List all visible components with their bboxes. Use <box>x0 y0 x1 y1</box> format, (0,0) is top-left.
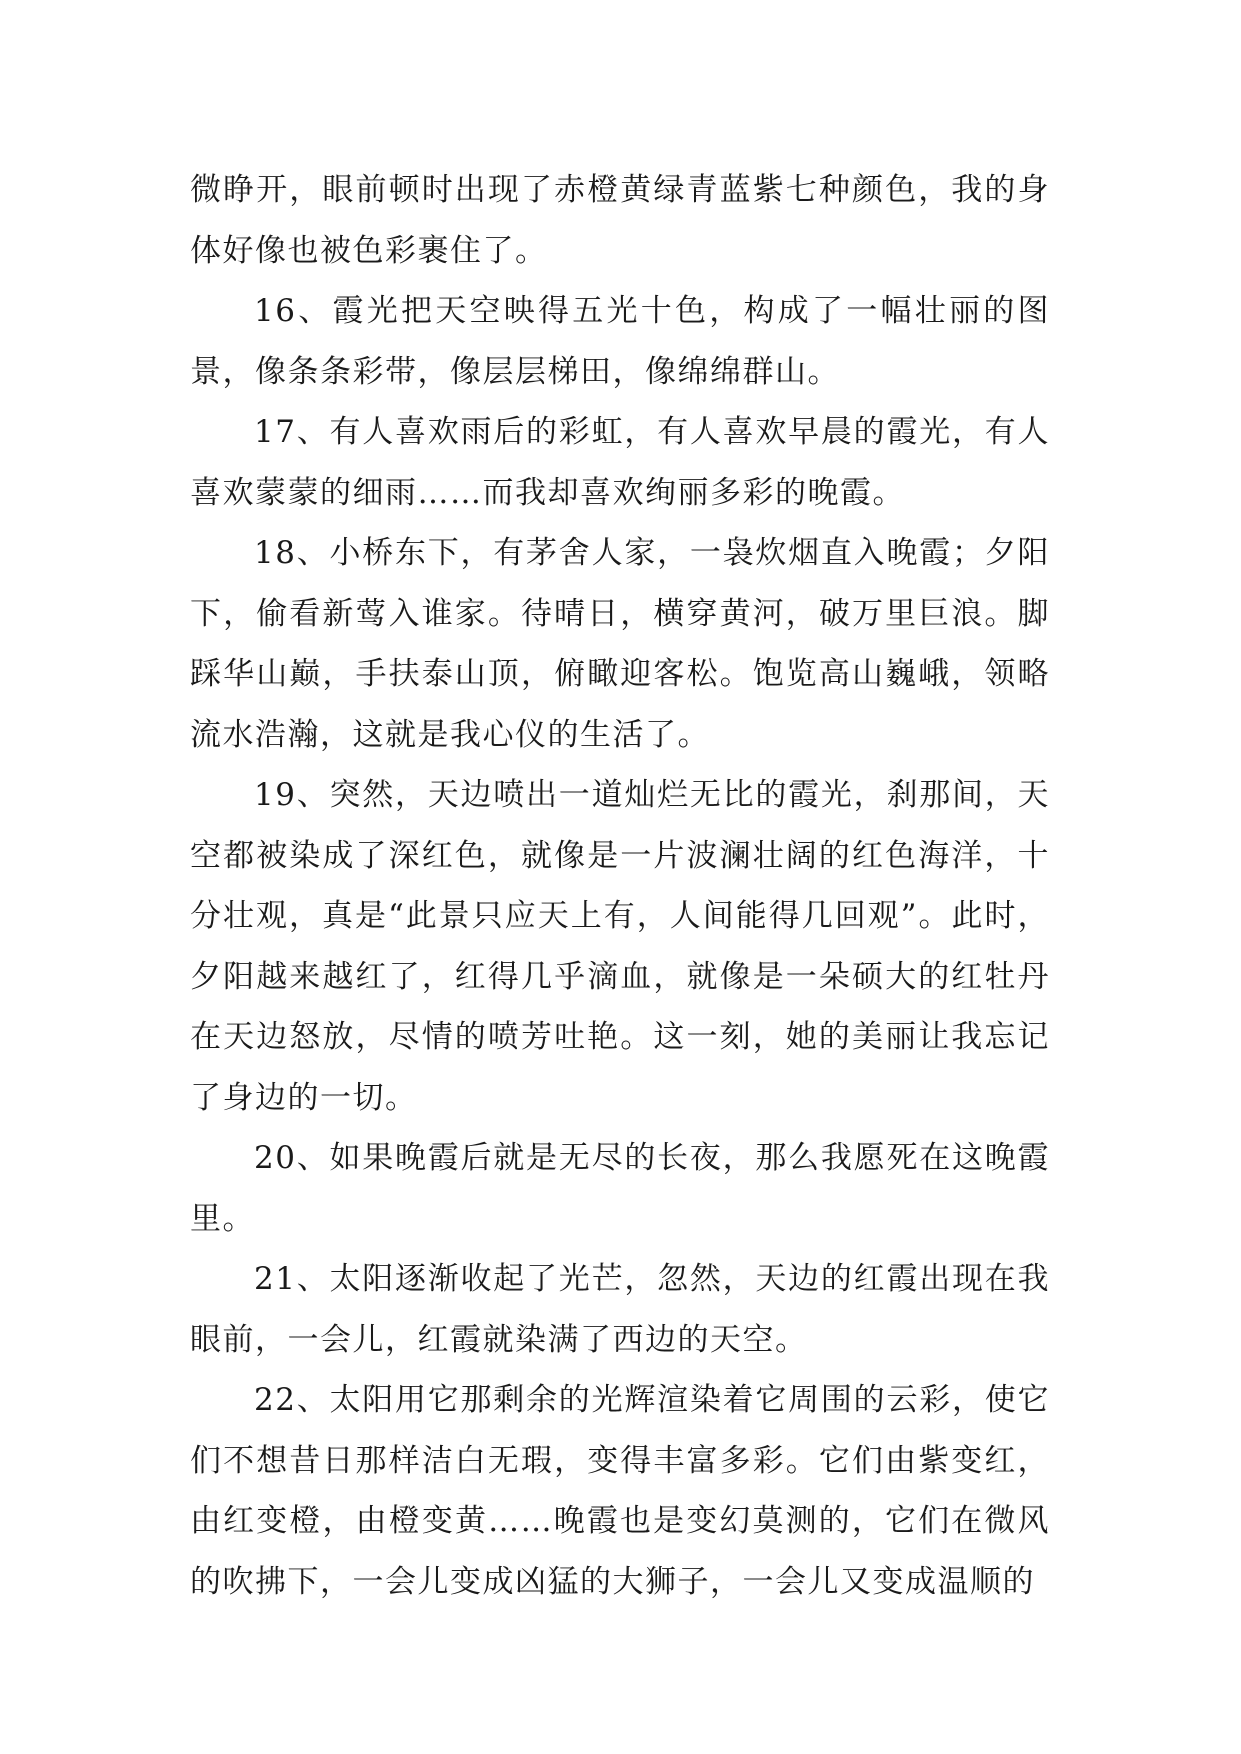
paragraph-16: 16、霞光把天空映得五光十色，构成了一幅壮丽的图景，像条条彩带，像层层梯田，像绵绵群山。 <box>190 293 1050 390</box>
document-body <box>190 160 1050 1612</box>
paragraph-continuation: 微睁开，眼前顿时出现了赤橙黄绿青蓝紫七种颜色，我的身体好像也被色彩裹住了。 <box>190 172 1050 269</box>
paragraph-20: 20、如果晚霞后就是无尽的长夜，那么我愿死在这晚霞里。 <box>190 1140 1050 1237</box>
paragraph-21: 21、太阳逐渐收起了光芒，忽然，天边的红霞出现在我眼前，一会儿，红霞就染满了西边的天空。 <box>190 1261 1050 1358</box>
paragraph-22: 22、太阳用它那剩余的光辉渲染着它周围的云彩，使它们不想昔日那样洁白无瑕，变得丰富多彩。它们由紫变红，由红变橙，由橙变黄……晚霞也是变幻莫测的，它们在微风的吹拂下，一会儿变成凶猛的大狮子，一会儿又变成温顺的 <box>190 1382 1050 1600</box>
paragraph-17: 17、有人喜欢雨后的彩虹，有人喜欢早晨的霞光，有人喜欢蒙蒙的细雨……而我却喜欢绚丽多彩的晚霞。 <box>190 414 1050 511</box>
paragraph-18: 18、小桥东下，有茅舍人家，一袅炊烟直入晚霞；夕阳下，偷看新莺入谁家。待晴日，横穿黄河，破万里巨浪。脚踩华山巅，手扶泰山顶，俯瞰迎客松。饱览高山巍峨，领略流水浩瀚，这就是我心仪的生活了。 <box>190 535 1050 753</box>
paragraph-19: 19、突然，天边喷出一道灿烂无比的霞光，刹那间，天空都被染成了深红色，就像是一片波澜壮阔的红色海洋，十分壮观，真是“此景只应天上有，人间能得几回观”。此时，夕阳越来越红了，红得几乎滴血，就像是一朵硕大的红牡丹在天边怒放，尽情的喷芳吐艳。这一刻，她的美丽让我忘记了身边的一切。 <box>190 777 1050 1116</box>
